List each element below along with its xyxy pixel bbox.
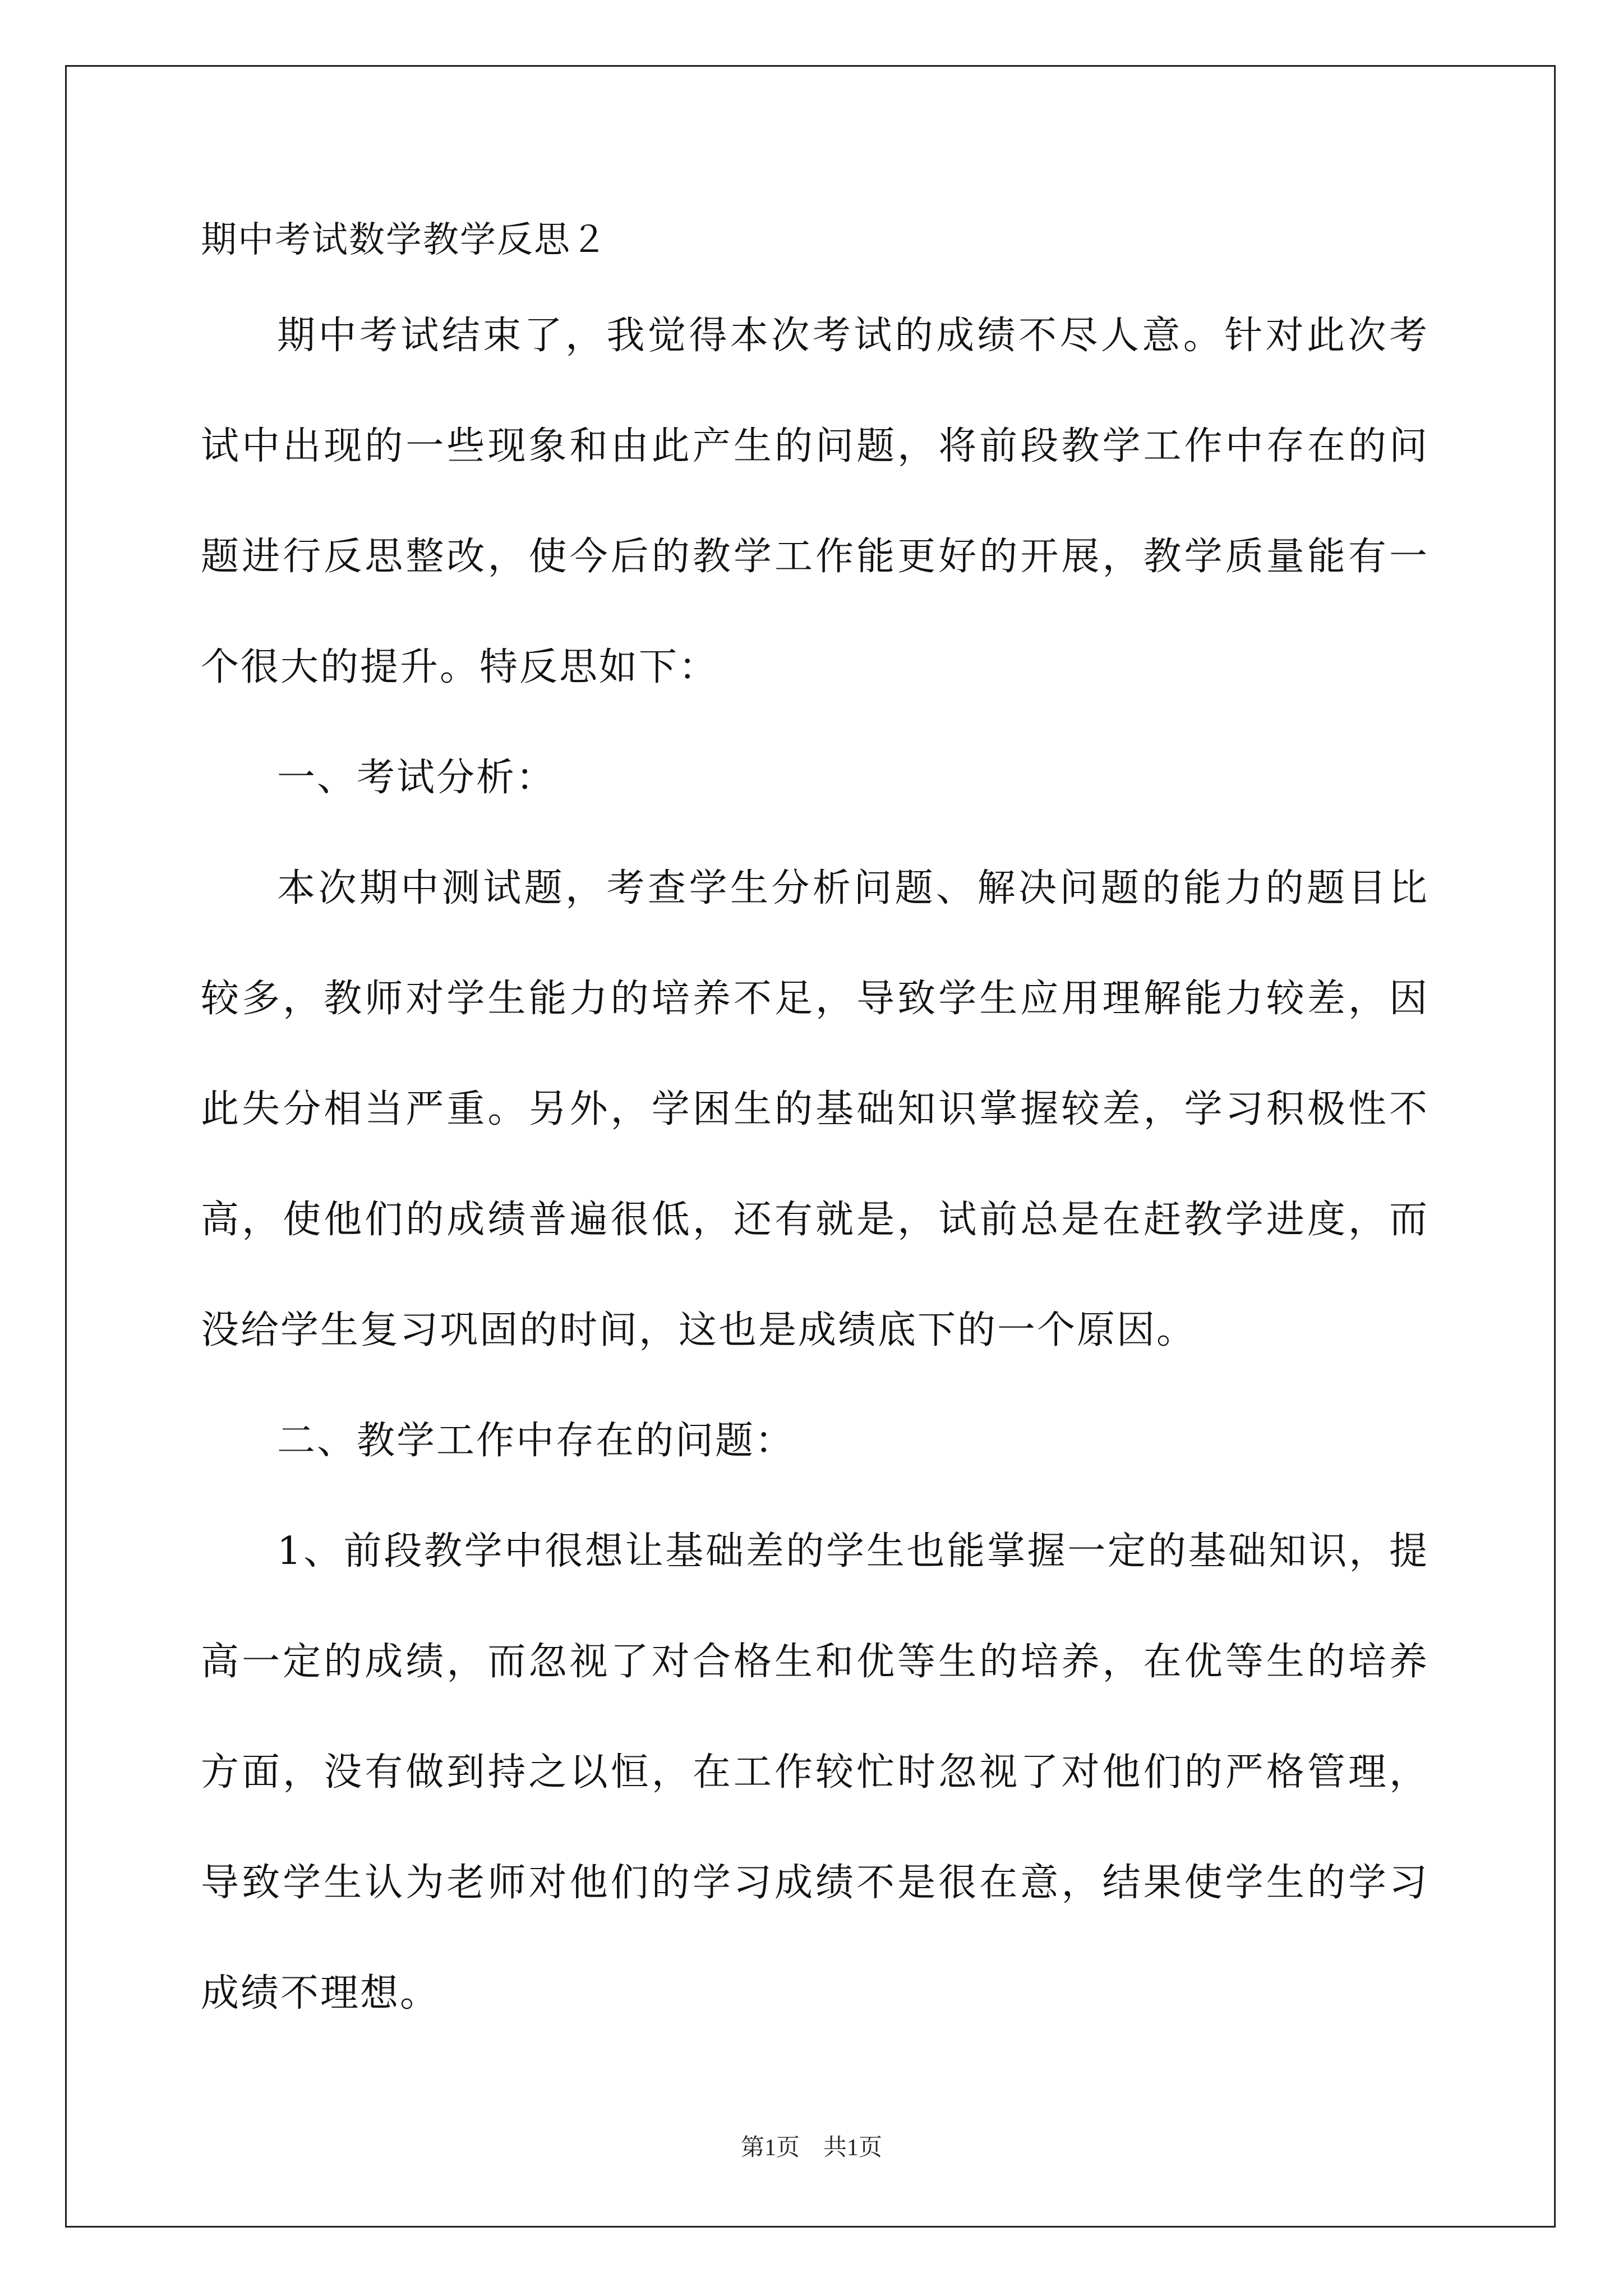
paragraph-exam-analysis: 本次期中测试题，考查学生分析问题、解决问题的能力的题目比较多，教师对学生能力的培养不足，导致学生应用理解能力较差，因此失分相当严重。另外，学困生的基础知识掌握较差，学习积极性不高，使他们的成绩普遍很低，还有就是，试前总是在赶教学进度，而没给学生复习巩固的时间，这也是成绩底下的一个原因。 <box>201 866 1429 1352</box>
document-body <box>201 213 1429 2049</box>
section-heading-exam-analysis: 一、考试分析： <box>277 756 556 800</box>
page-number: 第1页 <box>740 2135 800 2161</box>
page-total: 共1页 <box>823 2135 883 2161</box>
page-footer <box>0 2129 1623 2162</box>
document-title: 期中考试数学教学反思２ <box>201 219 608 261</box>
paragraph-intro: 期中考试结束了，我觉得本次考试的成绩不尽人意。针对此次考试中出现的一些现象和由此产生的问题，将前段教学工作中存在的问题进行反思整改，使今后的教学工作能更好的开展，教学质量能有一个很大的提升。特反思如下： <box>201 314 1429 689</box>
paragraph-problem-1: 1、前段教学中很想让基础差的学生也能掌握一定的基础知识，提高一定的成绩，而忽视了对合格生和优等生的培养，在优等生的培养方面，没有做到持之以恒，在工作较忙时忽视了对他们的严格管理，导致学生认为老师对他们的学习成绩不是很在意，结果使学生的学习成绩不理想。 <box>201 1529 1429 2016</box>
section-heading-teaching-problems: 二、教学工作中存在的问题： <box>277 1419 795 1463</box>
